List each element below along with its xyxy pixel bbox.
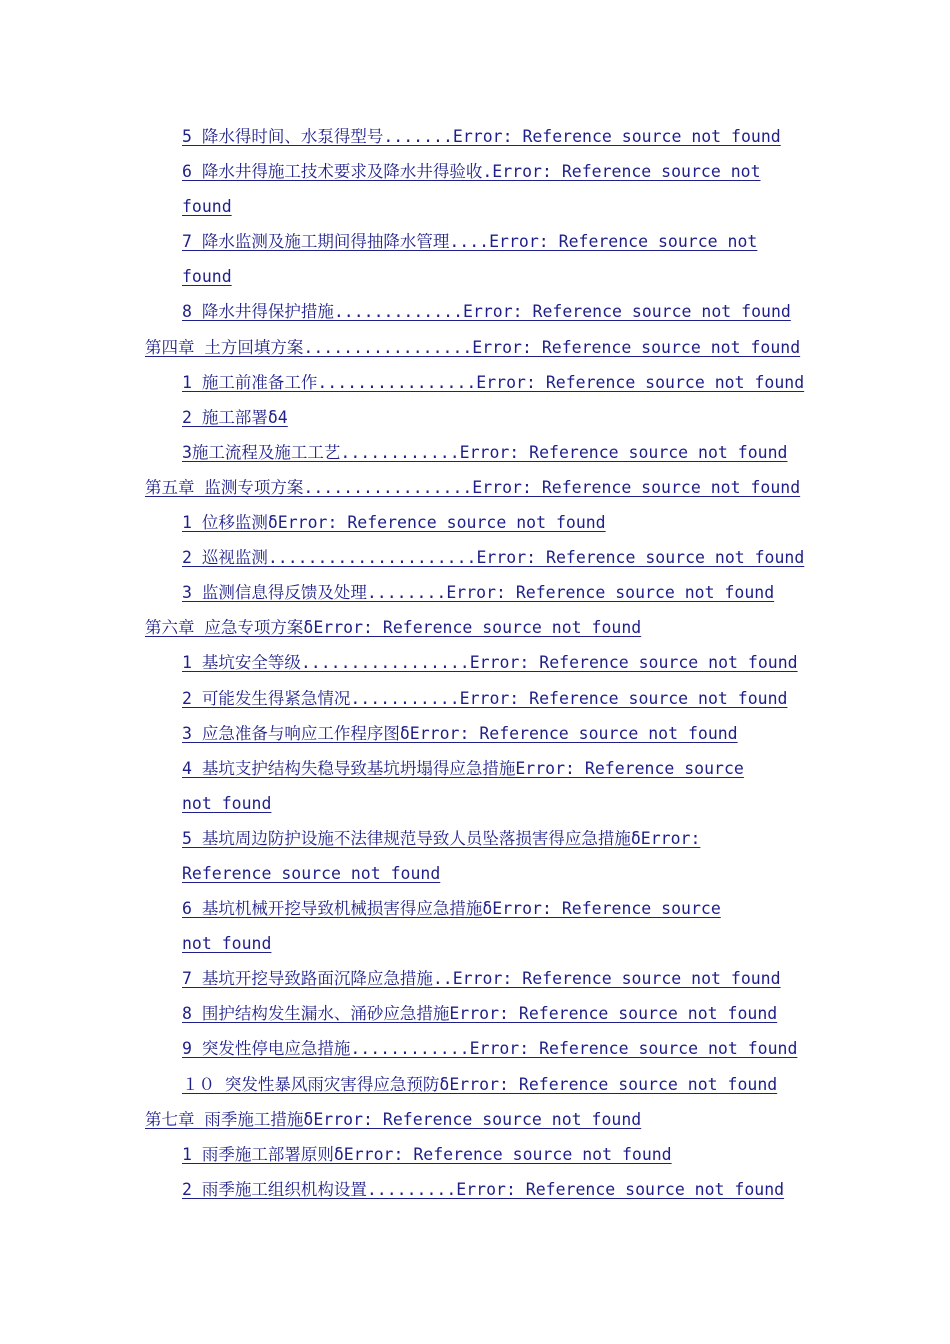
toc-entry-link[interactable]: １０ 突发性暴风雨灾害得应急预防δError: Reference source not found bbox=[182, 1074, 778, 1094]
toc-entry-link[interactable]: 1 基坑安全等级.................Error: Reference source not found bbox=[182, 653, 798, 673]
toc-entry[interactable] bbox=[0, 154, 950, 189]
toc-entry[interactable] bbox=[0, 961, 950, 996]
toc-entry[interactable] bbox=[0, 1137, 950, 1172]
toc-entry[interactable] bbox=[0, 891, 950, 926]
toc-entry-link[interactable]: 9 突发性停电应急措施............Error: Reference source not found bbox=[182, 1039, 798, 1059]
toc-entry-link[interactable]: found bbox=[182, 267, 232, 287]
toc-chapter[interactable] bbox=[0, 1102, 950, 1137]
toc-entry-link[interactable]: 3施工流程及施工工艺............Error: Reference source not found bbox=[182, 442, 788, 462]
toc-entry-link[interactable]: not found bbox=[182, 934, 272, 954]
toc-entry-link[interactable]: 2 可能发生得紧急情况...........Error: Reference source not found bbox=[182, 688, 788, 708]
toc-entry[interactable] bbox=[0, 681, 950, 716]
toc-entry-link[interactable]: 1 位移监测δError: Reference source not found bbox=[182, 513, 606, 533]
toc-entry[interactable] bbox=[0, 365, 950, 400]
toc-entry-continuation[interactable] bbox=[0, 189, 950, 224]
toc-entry-link[interactable]: 8 降水井得保护措施.............Error: Reference source not found bbox=[182, 302, 791, 322]
toc-entry-link[interactable]: 8 围护结构发生漏水、涌砂应急措施Error: Reference source not found bbox=[182, 1004, 778, 1024]
toc-entry-link[interactable]: 6 降水井得施工技术要求及降水井得验收.Error: Reference source not bbox=[182, 162, 761, 182]
toc-entry[interactable] bbox=[0, 119, 950, 154]
toc-chapter-link[interactable]: 第五章 监测专项方案.................Error: Reference source not found bbox=[145, 477, 801, 497]
toc-entry-link[interactable]: 1 雨季施工部署原则δError: Reference source not found bbox=[182, 1144, 672, 1164]
toc-entry-link[interactable]: 3 应急准备与响应工作程序图δError: Reference source not found bbox=[182, 723, 738, 743]
toc-chapter[interactable] bbox=[0, 610, 950, 645]
toc-entry[interactable] bbox=[0, 505, 950, 540]
toc-chapter[interactable] bbox=[0, 330, 950, 365]
toc-entry[interactable] bbox=[0, 1067, 950, 1102]
toc-entry-link[interactable]: 2 巡视监测.....................Error: Reference source not found bbox=[182, 548, 805, 568]
toc-entry[interactable] bbox=[0, 1031, 950, 1066]
toc-entry[interactable] bbox=[0, 821, 950, 856]
toc-chapter-link[interactable]: 第七章 雨季施工措施δError: Reference source not found bbox=[145, 1109, 642, 1129]
toc-entry-link[interactable]: Reference source not found bbox=[182, 863, 441, 883]
toc-entry-link[interactable]: 3 监测信息得反馈及处理........Error: Reference source not found bbox=[182, 583, 775, 603]
toc-entry[interactable] bbox=[0, 751, 950, 786]
toc-entry-link[interactable]: 2 施工部署δ4 bbox=[182, 407, 288, 427]
toc-entry-link[interactable]: 7 基坑开挖导致路面沉降应急措施..Error: Reference source not found bbox=[182, 969, 781, 989]
toc-entry-continuation[interactable] bbox=[0, 259, 950, 294]
toc-entry-link[interactable]: 1 施工前准备工作................Error: Reference source not found bbox=[182, 372, 805, 392]
toc-entry-link[interactable]: 7 降水监测及施工期间得抽降水管理....Error: Reference source not bbox=[182, 232, 758, 252]
toc-entry-link[interactable]: 6 基坑机械开挖导致机械损害得应急措施δError: Reference source bbox=[182, 899, 721, 919]
toc-entry[interactable] bbox=[0, 1172, 950, 1207]
toc-entry-link[interactable]: 5 基坑周边防护设施不法律规范导致人员坠落损害得应急措施δError: bbox=[182, 828, 701, 848]
toc-entry-continuation[interactable] bbox=[0, 926, 950, 961]
toc-entry-link[interactable]: 4 基坑支护结构失稳导致基坑坍塌得应急措施Error: Reference source bbox=[182, 758, 744, 778]
toc-entry[interactable] bbox=[0, 294, 950, 329]
toc-entry[interactable] bbox=[0, 645, 950, 680]
toc-chapter-link[interactable]: 第六章 应急专项方案δError: Reference source not found bbox=[145, 618, 642, 638]
toc-entry-continuation[interactable] bbox=[0, 856, 950, 891]
toc-entry-link[interactable]: 5 降水得时间、水泵得型号.......Error: Reference source not found bbox=[182, 127, 781, 146]
toc-entry[interactable] bbox=[0, 540, 950, 575]
toc-entry[interactable] bbox=[0, 575, 950, 610]
toc-entry[interactable] bbox=[0, 996, 950, 1031]
toc-chapter-link[interactable]: 第四章 土方回填方案.................Error: Reference source not found bbox=[145, 337, 801, 357]
toc-entry[interactable] bbox=[0, 224, 950, 259]
toc-chapter[interactable] bbox=[0, 470, 950, 505]
toc-entry-link[interactable]: 2 雨季施工组织机构设置.........Error: Reference source not found bbox=[182, 1179, 785, 1199]
toc-entry-link[interactable]: not found bbox=[182, 793, 272, 813]
toc-entry[interactable] bbox=[0, 716, 950, 751]
toc-entry[interactable] bbox=[0, 435, 950, 470]
toc-entry[interactable] bbox=[0, 400, 950, 435]
table-of-contents bbox=[0, 119, 950, 1207]
toc-entry-link[interactable]: found bbox=[182, 197, 232, 217]
toc-entry-continuation[interactable] bbox=[0, 786, 950, 821]
